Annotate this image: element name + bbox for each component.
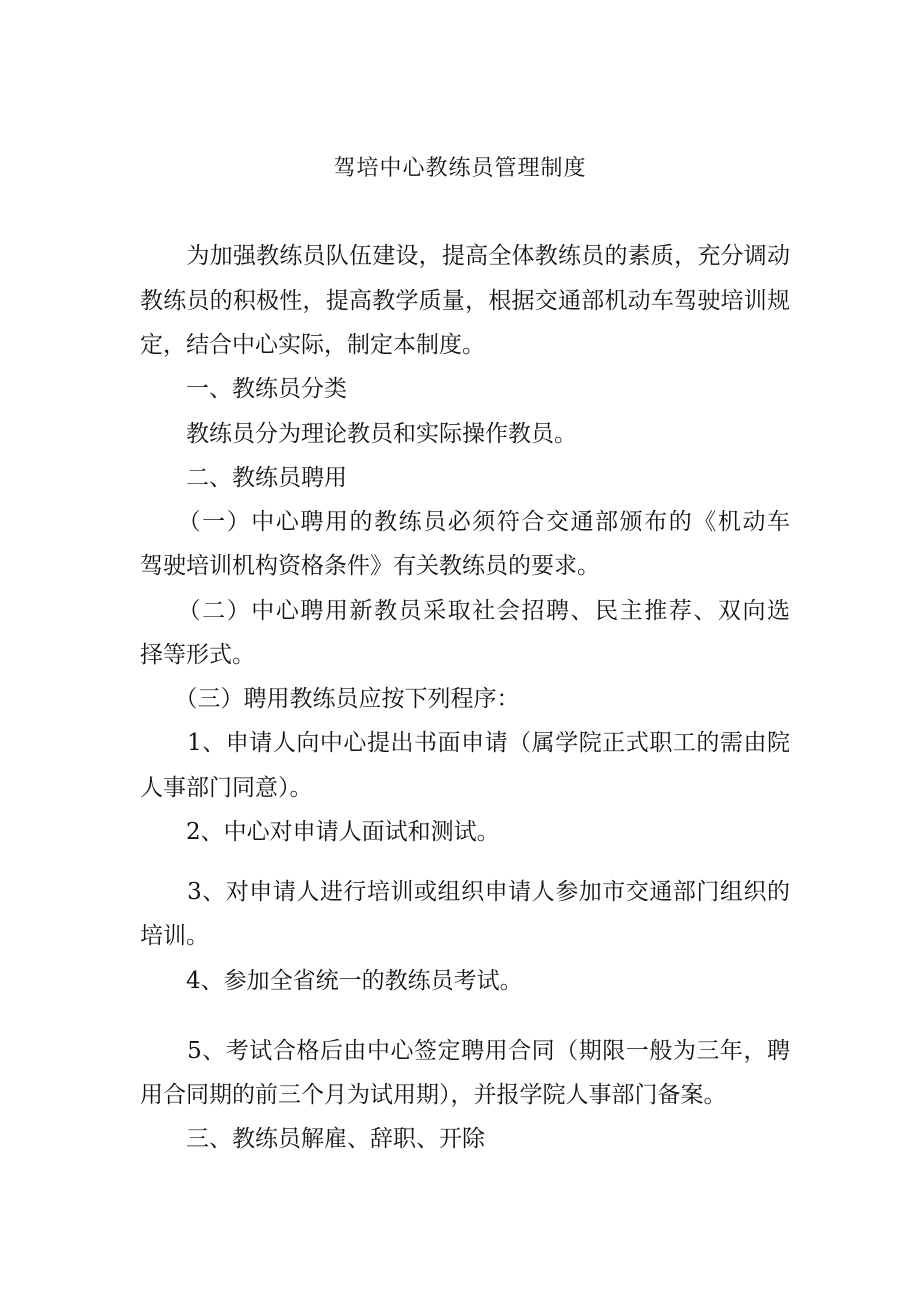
step-1-line-1: 1、申请人向中心提出书面申请（属学院正式职工的需由院: [140, 730, 790, 756]
paragraph-intro-line-2: 教练员的积极性，提高教学质量，根据交通部机动车驾驶培训规: [140, 288, 790, 314]
step-2: 2、中心对申请人面试和测试。: [140, 819, 500, 845]
clause-1-line-1: （一）中心聘用的教练员必须符合交通部颁布的《机动车: [140, 509, 790, 535]
step-4: 4、参加全省统一的教练员考试。: [140, 968, 523, 994]
clause-2-line-1: （二）中心聘用新教员采取社会招聘、民主推荐、双向选: [140, 598, 790, 624]
paragraph-classification: 教练员分为理论教员和实际操作教员。: [140, 421, 577, 447]
clause-1-line-2: 驾驶培训机构资格条件》有关教练员的要求。: [140, 553, 600, 579]
paragraph-intro-line-1: 为加强教练员队伍建设，提高全体教练员的素质，充分调动: [140, 243, 790, 269]
section-heading-1: 一、教练员分类: [140, 376, 347, 402]
clause-3: （三）聘用教练员应按下列程序：: [140, 686, 520, 712]
step-5-line-2: 用合同期的前三个月为试用期），并报学院人事部门备案。: [140, 1082, 727, 1108]
clause-2-line-2: 择等形式。: [140, 642, 255, 668]
step-1-line-2: 人事部门同意）。: [140, 775, 313, 801]
paragraph-intro-line-3: 定，结合中心实际，制定本制度。: [140, 332, 485, 358]
step-3-line-2: 培训。: [140, 923, 209, 949]
document-title: 驾培中心教练员管理制度: [333, 156, 587, 181]
step-3-line-1: 3、对申请人进行培训或组织申请人参加市交通部门组织的: [140, 879, 790, 905]
section-heading-2: 二、教练员聘用: [140, 465, 347, 491]
section-heading-3: 三、教练员解雇、辞职、开除: [140, 1126, 485, 1152]
step-5-line-1: 5、考试合格后由中心签定聘用合同（期限一般为三年，聘: [140, 1038, 790, 1064]
